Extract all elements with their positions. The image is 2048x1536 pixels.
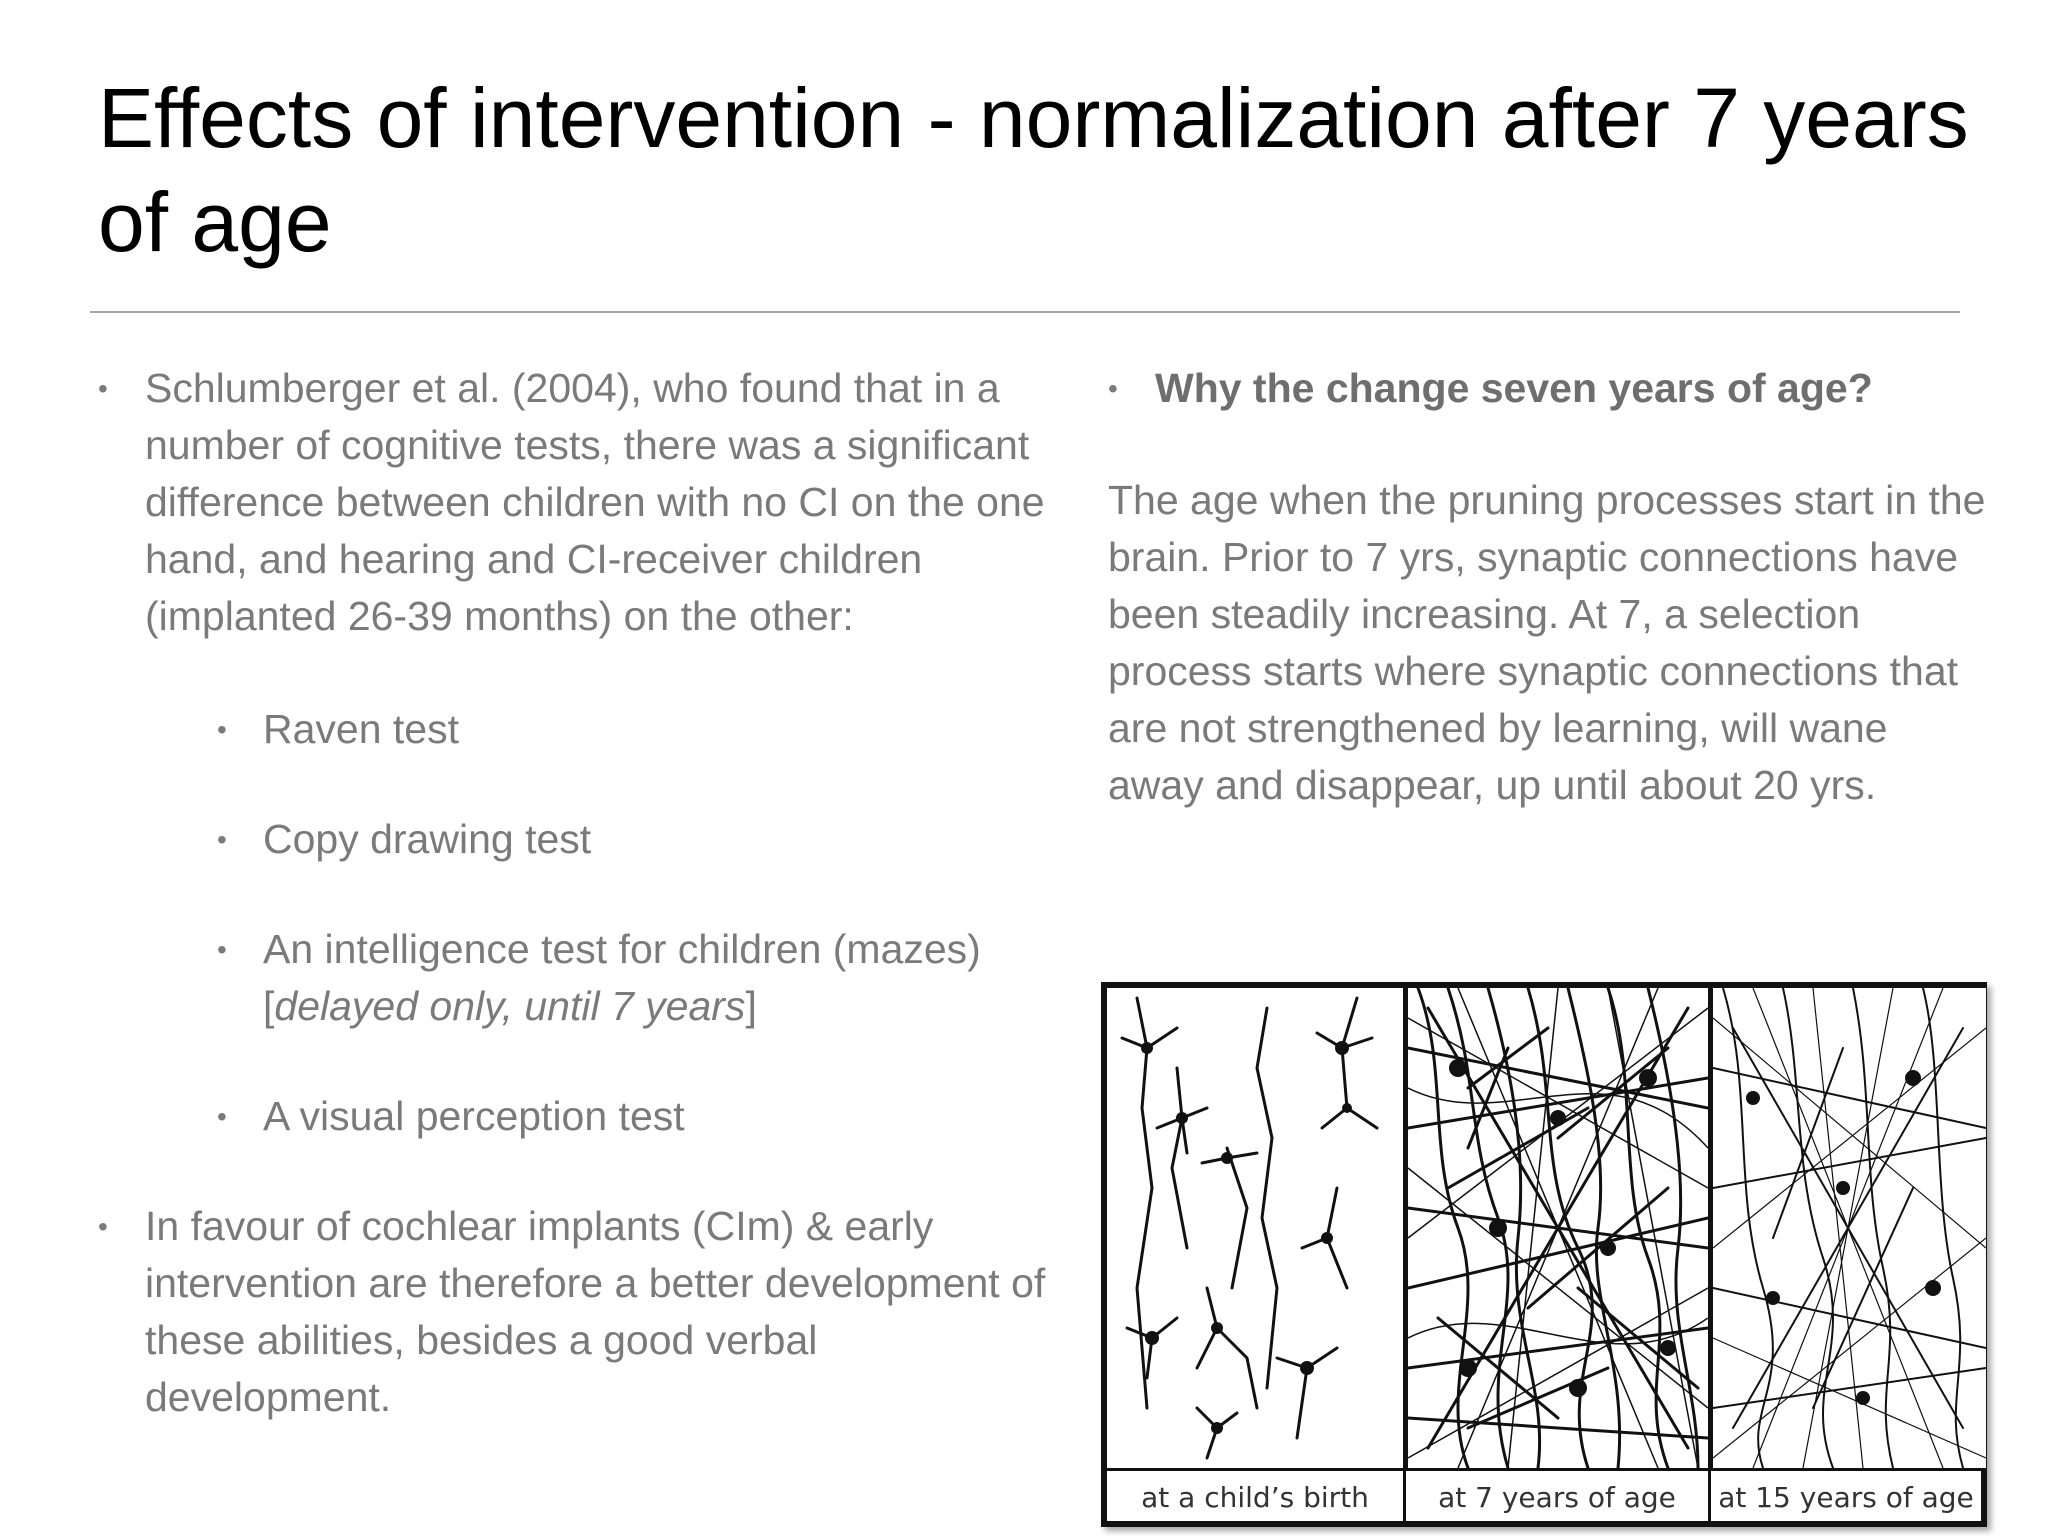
caption-7-years: at 7 years of age: [1403, 1471, 1708, 1524]
right-column: [1108, 360, 1988, 814]
bullet-text: Schlumberger et al. (2004), who found that in a number of cognitive tests, there was a significant difference between children with no CI on the one hand, and hearing and CI-receiver children (implanted 26-39 months) on the other:: [145, 365, 1045, 639]
neuron-drawing-15-years: [1713, 988, 1986, 1468]
bullet-dot-icon: •: [98, 1211, 108, 1242]
neuron-panel-15-years: [1708, 988, 1986, 1468]
bullet-dot-icon: •: [217, 714, 227, 745]
bullet-dot-icon: •: [1108, 373, 1118, 404]
synaptic-density-figure: [1101, 982, 1987, 1527]
neuron-drawing-birth: [1107, 988, 1397, 1468]
bullet-dot-icon: •: [217, 824, 227, 855]
bullet-dot-icon: •: [217, 934, 227, 965]
figure-caption-row: [1107, 1468, 1981, 1524]
bullet-in-favour: [98, 1198, 1058, 1426]
sub-item-text: An intelligence test for children (mazes): [263, 926, 981, 972]
sub-item-visual-perception: [145, 1088, 1058, 1145]
bullet-dot-icon: •: [217, 1101, 227, 1132]
sub-item-text: Copy drawing test: [263, 816, 592, 862]
pruning-paragraph: The age when the pruning processes start in the brain. Prior to 7 yrs, synaptic connections have been steadily increasing. At 7, a selection process starts where synaptic connections that are not strengthened by learning, will wane away and disappear, up until about 20 yrs.: [1108, 477, 1986, 808]
neuron-panel-birth: [1107, 988, 1397, 1468]
test-sub-list: [145, 701, 1058, 1145]
sub-item-text: A visual perception test: [263, 1093, 685, 1139]
caption-15-years: at 15 years of age: [1708, 1471, 1981, 1524]
sub-item-text: Raven test: [263, 706, 459, 752]
neuron-drawing-7-years: [1408, 988, 1708, 1468]
left-column: [98, 360, 1058, 1426]
bullet-dot-icon: •: [98, 373, 108, 404]
bullet-text: In favour of cochlear implants (CIm) & early intervention are therefore a better development of these abilities, besides a good verbal development.: [145, 1203, 1046, 1420]
bullet-schlumberger: [98, 360, 1058, 1145]
question-text: Why the change seven years of age?: [1155, 365, 1873, 411]
sub-item-raven: [145, 701, 1058, 758]
sub-item-note: delayed only, until 7 years: [274, 983, 746, 1029]
neuron-panel-7-years: [1403, 988, 1708, 1468]
slide-title: Effects of intervention - normalization after 7 years of age: [98, 71, 1969, 269]
caption-birth: at a child’s birth: [1141, 1481, 1369, 1514]
title-divider: [90, 311, 1960, 313]
sub-item-intelligence: • An intelligence test for children (mazes) [delayed only, until 7 years]: [145, 921, 1058, 1035]
sub-item-copy-drawing: [145, 811, 1058, 868]
bullet-question: [1108, 360, 1988, 417]
left-bullet-list: [98, 360, 1058, 1426]
right-bullet-list: [1108, 360, 1988, 417]
